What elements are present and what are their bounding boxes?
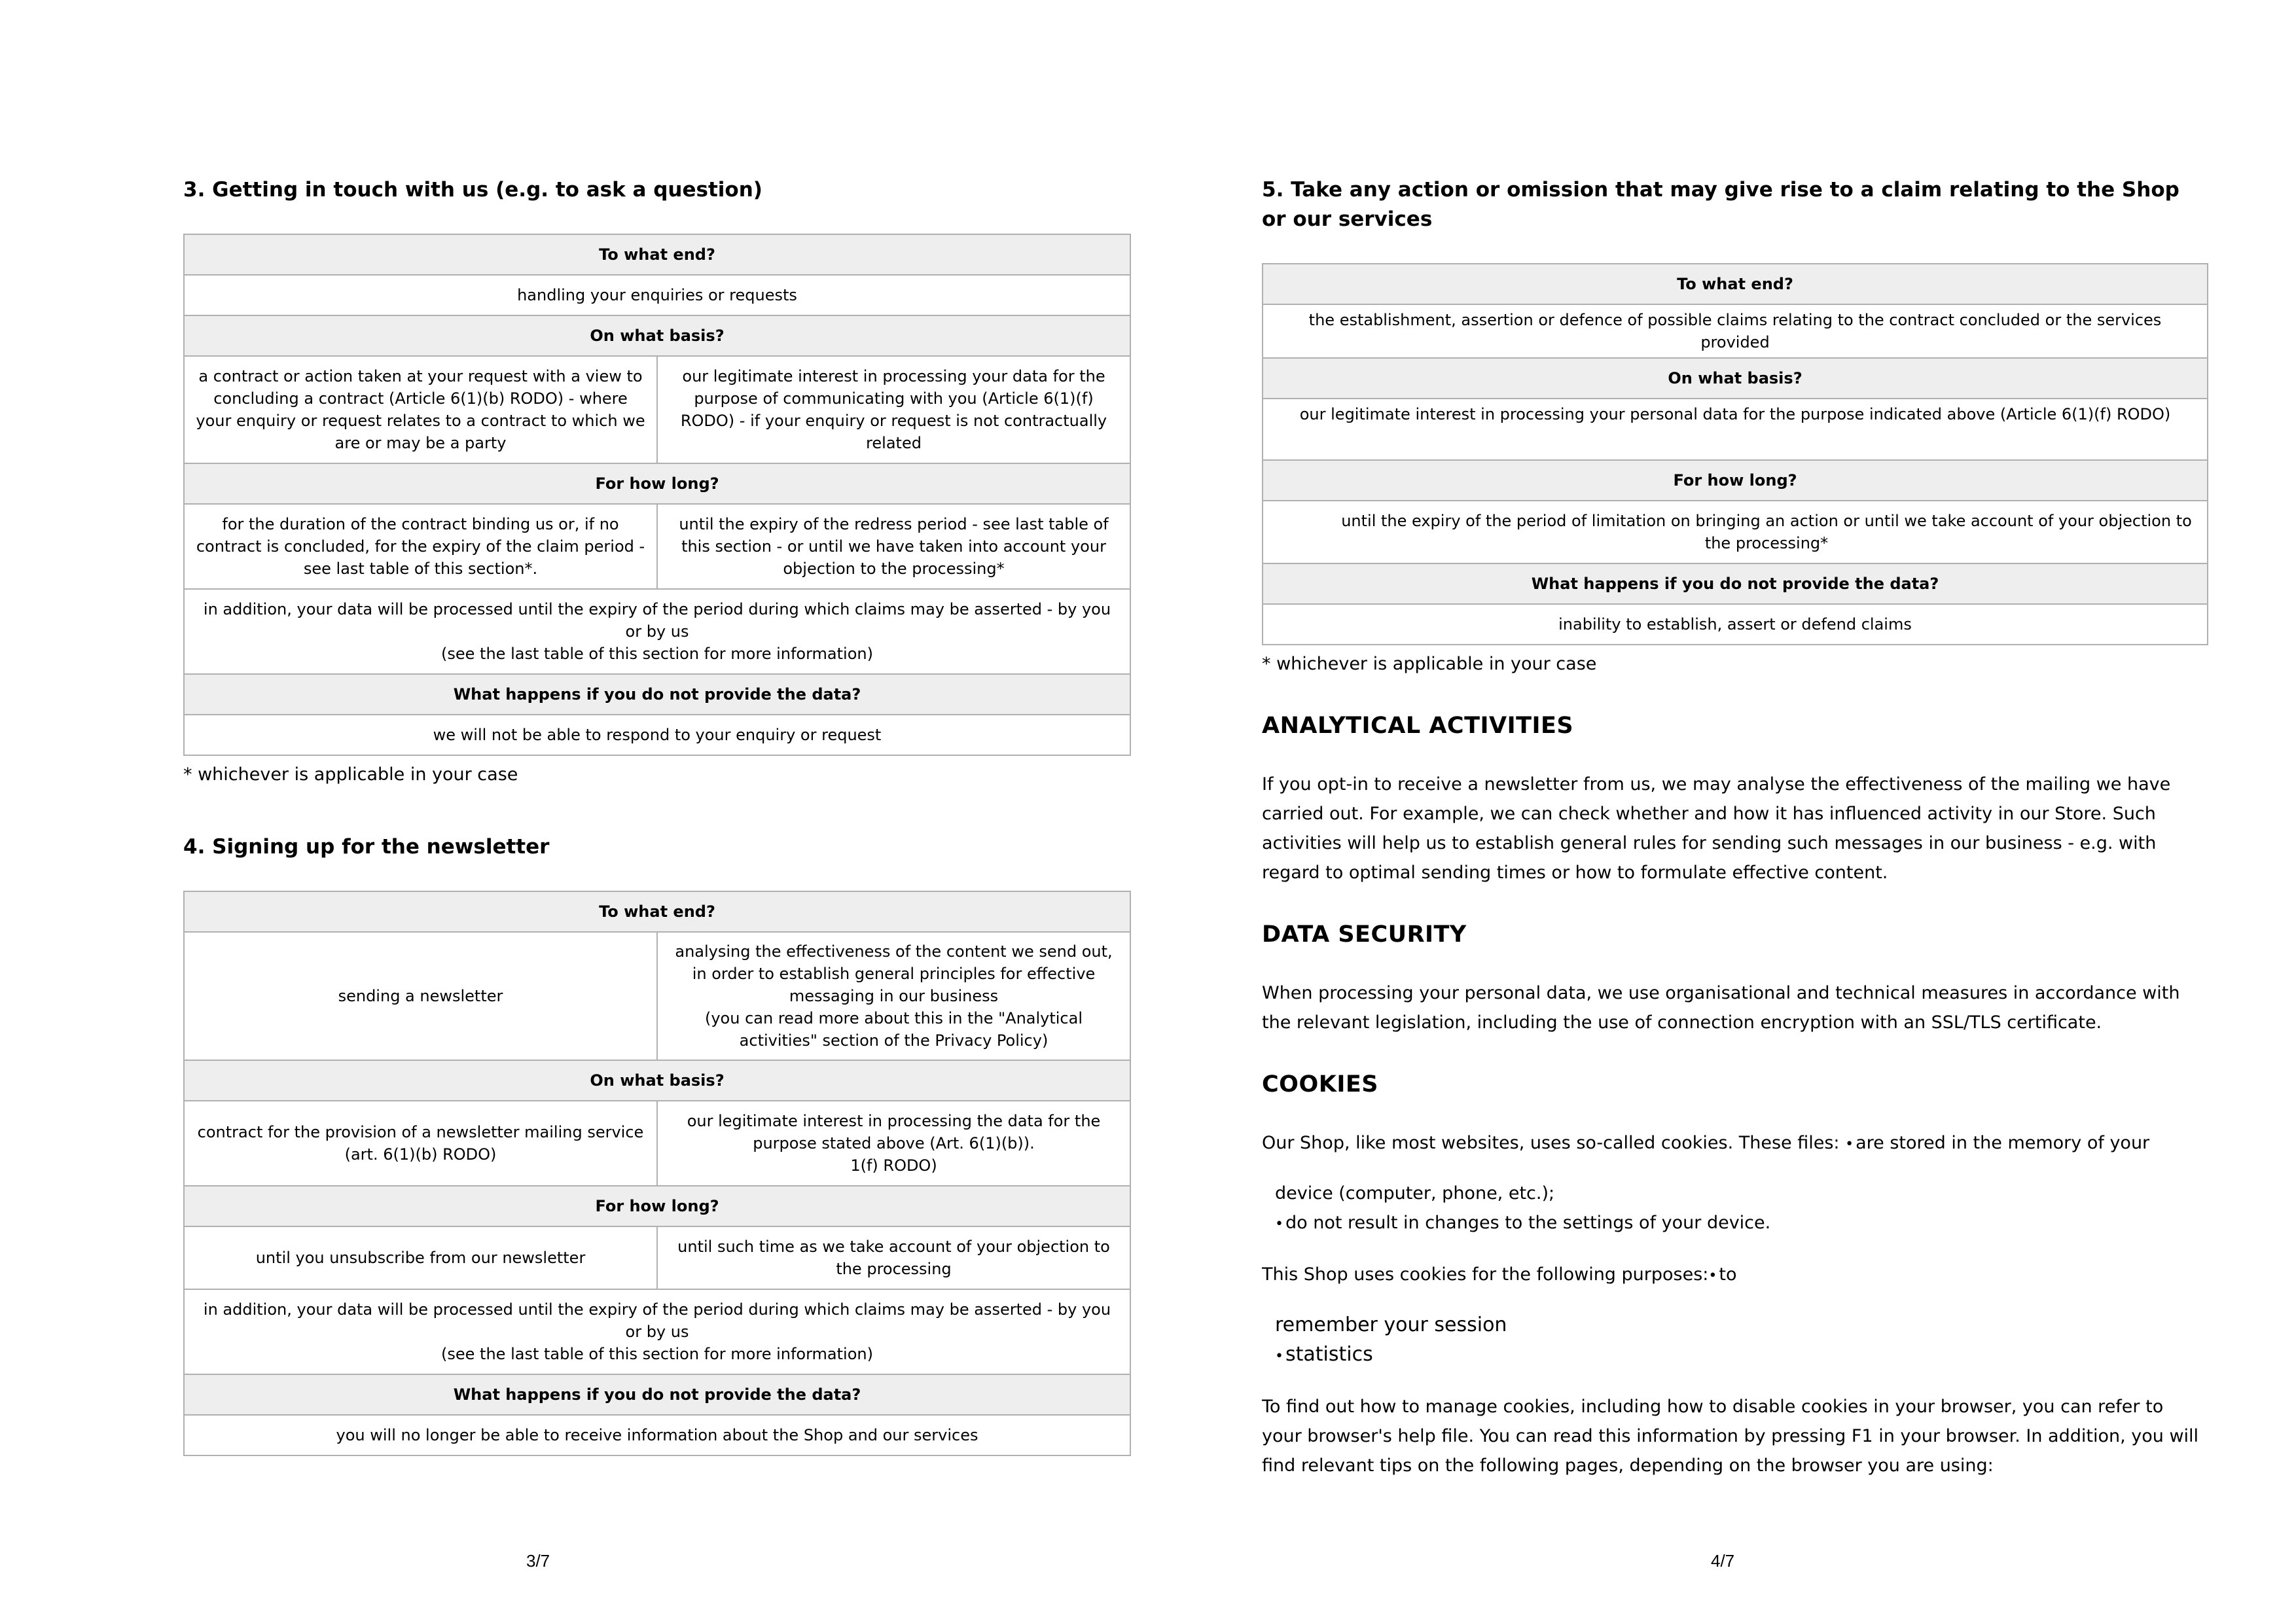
footnote: * whichever is applicable in your case [1262,654,1597,674]
howlong-value: until the expiry of the period of limitation on bringing an action or until we take account of your objection to the processing* [1263,501,2208,563]
howlong-header: For how long? [1263,460,2208,501]
nodata-header: What happens if you do not provide the data? [184,1374,1130,1415]
bullet-icon: • [1845,1136,1854,1152]
addition-cell [184,1289,1130,1374]
basis-value: our legitimate interest in processing your personal data for the purpose indicated above (Article 6(1)(f) RODO) [1263,399,2208,460]
nodata-value: we will not be able to respond to your enquiry or request [184,715,1130,755]
howlong-header: For how long? [184,463,1130,504]
cookies-purpose-2-row [1262,1340,2208,1371]
basis-header: On what basis? [1263,358,2208,399]
section-3-table [183,234,1131,756]
analytical-heading: ANALYTICAL ACTIVITIES [1262,713,1574,739]
section-4-title: 4. Signing up for the newsletter [183,835,550,859]
analytical-text: If you opt-in to receive a newsletter from us, we may analyse the effectiveness of the mailing we have carried out. For example, we can check whether and how it has influenced activity in our Store. Such activities will help us to establish general rules for sending such messages in our business - e.g. with regard to optimal sending times or how to formulate effective content. [1262,774,2171,883]
cookies-purpose-to: to [1719,1264,1737,1285]
to-what-end-header: To what end? [184,891,1130,932]
addition-line-2: (see the last table of this section for more information) [441,645,873,663]
page-number: 3/7 [526,1551,550,1571]
basis-header: On what basis? [184,1060,1130,1101]
howlong-cell-a: for the duration of the contract binding us or, if no contract is concluded, for the expiry of the claim period - see last table of this section*. [184,504,657,589]
basis-cell-a: a contract or action taken at your request with a view to concluding a contract (Article 6(1)(b) RODO) - where your enquiry or request relates to a contract to which we are or may be a party [184,356,657,463]
howlong-header: For how long? [184,1186,1130,1226]
basis-header: On what basis? [184,315,1130,356]
addition-cell [184,589,1130,674]
cookies-purpose-2: statistics [1285,1343,1373,1366]
cookies-item-1b: device (computer, phone, etc.); [1275,1183,1555,1204]
cookies-item-2: do not result in changes to the settings of your device. [1285,1213,1771,1233]
cookies-intro [1262,1128,2208,1159]
cookies-item-1a: are stored in the memory of your [1856,1133,2150,1153]
howlong-cell-a: until you unsubscribe from our newsletter [184,1226,657,1289]
section-3-title: 3. Getting in touch with us (e.g. to ask a question) [183,178,762,202]
end-value: the establishment, assertion or defence of possible claims relating to the contract concluded or the services provided [1263,304,2208,358]
security-heading: DATA SECURITY [1262,921,1467,948]
basis-cell-b-line-1: our legitimate interest in processing the data for the purpose stated above (Art. 6(1)(b)). [687,1112,1101,1152]
section-5-table [1262,263,2208,645]
bullet-icon: • [1708,1268,1717,1284]
addition-line-1: in addition, your data will be processed until the expiry of the period during which claims may be asserted - by you or by us [203,600,1111,641]
end-cell-b-line-2: (you can read more about this in the "Analytical activities" section of the Privacy Policy) [704,1009,1083,1050]
nodata-header: What happens if you do not provide the data? [1263,563,2208,604]
addition-line-2: (see the last table of this section for more information) [441,1345,873,1363]
basis-cell-b [657,1101,1130,1186]
to-what-end-header: To what end? [184,234,1130,275]
cookies-manage: To find out how to manage cookies, including how to disable cookies in your browser, you can refer to your browser's help file. You can read this information by pressing F1 in your browser. In addition, you will find relevant tips on the following pages, depending on the browser you are using: [1262,1397,2199,1476]
section-4-table [183,891,1131,1456]
basis-cell-b: our legitimate interest in processing your data for the purpose of communicating with you (Article 6(1)(f) RODO) - if your enquiry or request is not contractually related [657,356,1130,463]
end-cell-a: sending a newsletter [184,932,657,1060]
security-text: When processing your personal data, we use organisational and technical measures in accordance with the relevant legislation, including the use of connection encryption with an SSL/TLS certificate. [1262,983,2180,1033]
to-what-end-header: To what end? [1263,264,2208,304]
end-cell-b-line-1: analysing the effectiveness of the content we send out, in order to establish general principles for effective messaging in our business [675,942,1113,1005]
page-number: 4/7 [1711,1551,1735,1571]
cookies-purposes: This Shop uses cookies for the following purposes: [1262,1264,1709,1285]
nodata-header: What happens if you do not provide the data? [184,674,1130,715]
addition-line-1: in addition, your data will be processed until the expiry of the period during which claims may be asserted - by you or by us [203,1300,1111,1341]
cookies-purposes-row [1262,1260,2208,1291]
basis-cell-a: contract for the provision of a newsletter mailing service (art. 6(1)(b) RODO) [184,1101,657,1186]
howlong-cell-b: until the expiry of the redress period - see last table of this section - or until we have taken into account your objection to the processing* [657,504,1130,589]
cookies-heading: COOKIES [1262,1071,1378,1097]
cookies-purpose-1: remember your session [1275,1313,1507,1336]
cookies-intro-text: Our Shop, like most websites, uses so-called cookies. These files: [1262,1133,1840,1153]
section-5-title: 5. Take any action or omission that may give rise to a claim relating to the Shop or our services [1262,178,2179,231]
nodata-value: inability to establish, assert or defend claims [1263,604,2208,645]
footnote: * whichever is applicable in your case [183,764,518,785]
right-column [1262,175,2208,1480]
page-4 [1148,0,2296,1623]
end-cell-b [657,932,1130,1060]
end-value: handling your enquiries or requests [184,275,1130,315]
howlong-cell-b: until such time as we take account of your objection to the processing [657,1226,1130,1289]
left-column [183,175,1131,1456]
nodata-value: you will no longer be able to receive information about the Shop and our services [184,1415,1130,1455]
cookies-item-2-row [1262,1208,2208,1239]
basis-cell-b-line-2: 1(f) RODO) [850,1156,937,1175]
bullet-icon: • [1275,1216,1283,1232]
bullet-icon: • [1275,1348,1283,1364]
